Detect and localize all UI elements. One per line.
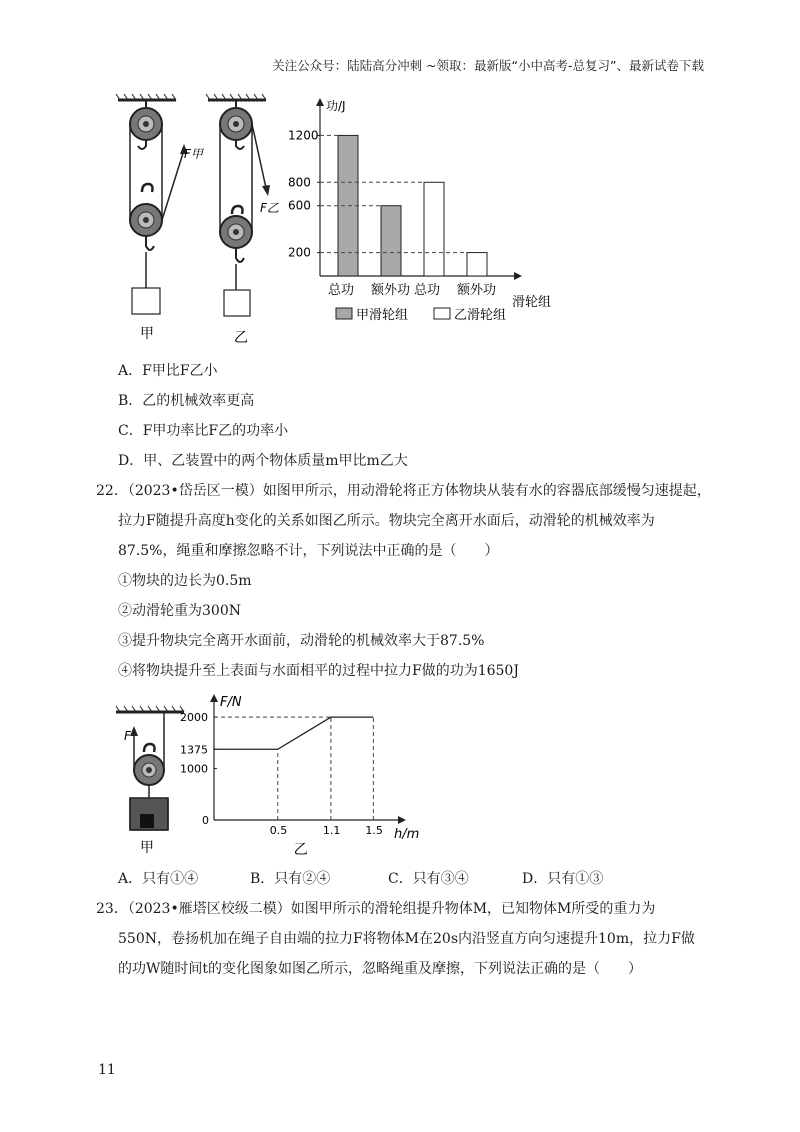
- force-label-jia: F甲: [184, 147, 203, 161]
- q22-line-3: 87.5%，绳重和摩擦忽略不计，下列说法中正确的是（ ）: [118, 543, 499, 559]
- q22-option-c: C．只有③④: [388, 871, 469, 887]
- x-tick-label: 0.5: [269, 824, 288, 837]
- y-tick-label: 2000: [180, 711, 208, 725]
- legend-label-jia: 甲滑轮组: [356, 308, 409, 323]
- q22-statement-4: ④将物块提升至上表面与水面相平的过程中拉力F做的功为1650J: [118, 663, 519, 679]
- x-axis-arrow: [398, 816, 406, 824]
- page-number: 11: [98, 1062, 116, 1078]
- chart-caption: 乙: [293, 842, 308, 858]
- y-tick-label: 200: [288, 245, 311, 260]
- q21-option-a: A．F甲比F乙小: [118, 363, 218, 379]
- q22-statement-1: ①物块的边长为0.5m: [118, 573, 252, 589]
- y-tick-label: 1200: [288, 128, 319, 143]
- q23-line-3: 的功W随时间t的变化图象如图乙所示，忽略绳重及摩擦，下列说法正确的是（ ）: [118, 961, 643, 977]
- q21-option-b: B．乙的机械效率更高: [118, 393, 255, 409]
- y-tick-label: 600: [288, 198, 311, 213]
- q23-number: 23．: [96, 901, 128, 917]
- legend-swatch-yi: [434, 308, 450, 319]
- bar: [467, 253, 487, 276]
- x-tick-label: 总功: [414, 283, 441, 298]
- origin-label: 0: [202, 814, 209, 827]
- label-yi: 乙: [234, 330, 248, 346]
- x-tick-label: 1.1: [322, 824, 341, 837]
- label-jia: 甲: [140, 326, 154, 342]
- pulley-bar-figure: [110, 92, 570, 354]
- q22-option-a: A．只有①④: [118, 871, 199, 887]
- legend-label-yi: 乙滑轮组: [454, 308, 507, 323]
- x-tick-label: 总功: [328, 283, 355, 298]
- x-axis-label: h/m: [394, 827, 420, 842]
- page-header: 关注公众号：陆陆高分冲刺 ~领取：最新版“小中高考-总复习”、最新试卷下载: [272, 58, 704, 73]
- q22-line-2: 拉力F随提升高度h变化的关系如图乙所示。物块完全离开水面后，动滑轮的机械效率为: [118, 513, 655, 529]
- force-height-chart: [180, 694, 419, 858]
- legend-swatch-jia: [336, 308, 352, 319]
- q22-statement-3: ③提升物块完全离开水面前，动滑轮的机械效率大于87.5%: [118, 633, 485, 649]
- q22-option-b: B．只有②④: [250, 871, 331, 887]
- force-line: [214, 717, 373, 749]
- q22-figure: [110, 690, 430, 858]
- q23-line-1: 23．（2023•雁塔区校级二模）如图甲所示的滑轮组提升物体M，已知物体M所受的重力为: [96, 901, 656, 917]
- bar: [381, 206, 401, 276]
- y-axis-arrow: [210, 694, 218, 702]
- q21-option-d: D．甲、乙装置中的两个物体质量m甲比m乙大: [118, 453, 408, 469]
- x-axis-arrow: [514, 272, 522, 280]
- q22-statement-2: ②动滑轮重为300N: [118, 603, 241, 619]
- y-axis-label: F/N: [220, 695, 242, 710]
- x-tick-label: 额外功: [371, 283, 411, 298]
- x-tick-label: 1.5: [365, 824, 383, 837]
- pulley-in-water-jia: [116, 706, 184, 830]
- x-tick-label: 额外功: [457, 283, 497, 298]
- q22-label-jia: 甲: [140, 840, 154, 856]
- y-tick-label: 800: [288, 175, 311, 190]
- x-axis-label: 滑轮组: [512, 295, 552, 310]
- q22-option-d: D．只有①③: [522, 871, 604, 887]
- y-axis-arrow: [316, 98, 324, 106]
- force-label-yi: F乙: [260, 201, 279, 215]
- force-label-f: F: [124, 729, 131, 743]
- y-axis-label: 功/J: [326, 99, 346, 113]
- pulley-system-jia: [116, 94, 188, 314]
- y-tick-label: 1000: [180, 762, 208, 776]
- q23-line-2: 550N，卷扬机加在绳子自由端的拉力F将物体M在20s内沿竖直方向匀速提升10m，拉力F做: [118, 931, 695, 947]
- work-bar-chart: [288, 98, 551, 310]
- q22-line-1: 22．（2023•岱岳区一模）如图甲所示，用动滑轮将正方体物块从装有水的容器底部缓慢匀速提起，: [96, 483, 711, 499]
- y-tick-label: 1375: [180, 743, 208, 757]
- bar: [424, 182, 444, 276]
- q21-option-c: C．F甲功率比F乙的功率小: [118, 423, 289, 439]
- q22-number: 22．: [96, 483, 128, 499]
